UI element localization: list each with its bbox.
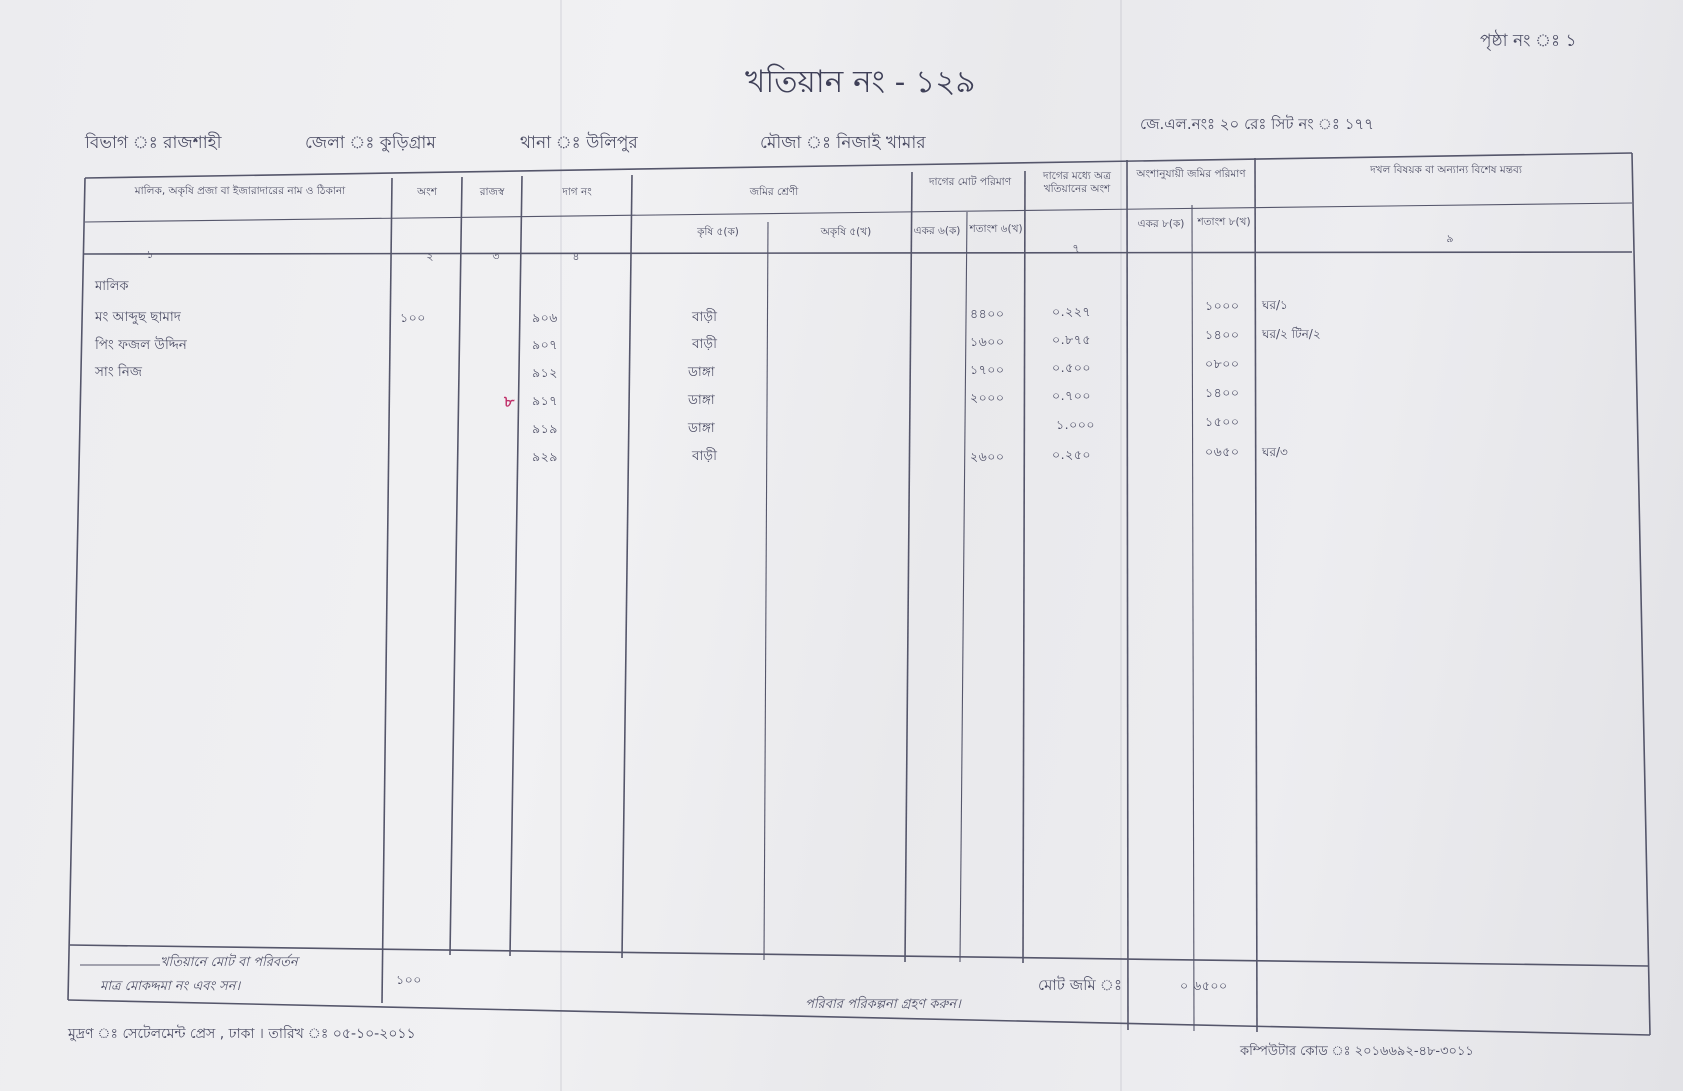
owner-label: মালিক [95, 279, 129, 294]
owner-address: সাং নিজ [95, 364, 142, 380]
header-owner: মালিক, অকৃষি প্রজা বা ইজারাদারের নাম ও ঠিকানা [134, 185, 346, 197]
dag-area: ২০০০ [970, 390, 1005, 405]
owner-name: মং আব্দুছ ছামাদ [95, 309, 181, 325]
page-number: পৃষ্ঠা নং ঃ ১ [1480, 31, 1577, 51]
header-dag-no: দাগ নং [562, 186, 592, 198]
total-share: ১০০ [396, 972, 422, 987]
column-number: ৭ [1072, 242, 1080, 255]
land-class: ডাঙ্গা [688, 364, 715, 380]
header-decimal-8: শতাংশ ৮(খ) [1197, 216, 1251, 228]
land-class: বাড়ী [692, 336, 717, 352]
khatian-title: খতিয়ান নং - ১২৯ [745, 64, 976, 100]
header-share: অংশ [417, 186, 437, 198]
khatian-area: ১০০০ [1205, 298, 1240, 313]
remark: ঘর/২ টিন/২ [1262, 327, 1321, 341]
header-decimal-6: শতাংশ ৬(খ) [969, 223, 1023, 235]
mouza: মৌজা ঃ নিজাই খামার [760, 133, 926, 153]
header-remarks: দখল বিষয়ক বা অন্যান্য বিশেষ মন্তব্য [1370, 164, 1522, 176]
dag-no: ৯১৯ [532, 421, 558, 436]
land-class: ডাঙ্গা [688, 392, 715, 408]
column-number: ২ [426, 250, 434, 263]
district: জেলা ঃ কুড়িগ্রাম [305, 133, 436, 153]
khatian-area: ১৫০০ [1205, 414, 1240, 429]
dag-area: ১৬০০ [970, 334, 1005, 349]
share-area: ০.৮৭৫ [1052, 332, 1091, 347]
family-planning-note: পরিবার পরিকল্পনা গ্রহণ করুন। [805, 997, 961, 1012]
header-land-area: দাগের মোট পরিমাণ [928, 176, 1012, 188]
share-area: ০.৭০০ [1052, 388, 1091, 403]
header-revenue: রাজস্ব [479, 186, 505, 198]
share-area: ০.২৫০ [1052, 447, 1091, 462]
computer-code: কম্পিউটার কোড ঃ ২০১৬৬৯২-৪৮-৩০১১ [1240, 1044, 1474, 1059]
header-share-area: দাগের মধ্যে অত্র খতিয়ানের অংশ [1043, 170, 1111, 195]
dag-area: ২৬০০ [970, 449, 1005, 464]
press-info: মুদ্রণ ঃ সেটেলমেন্ট প্রেস , ঢাকা । তারিখ ঃ ০৫-১০-২০১১ [68, 1026, 416, 1042]
land-class: বাড়ী [692, 309, 717, 325]
total-land-value: ০ ৬৫০০ [1180, 978, 1228, 993]
total-land-label: মোট জমি ঃ [1038, 976, 1122, 994]
handwritten-mark: ৮ [504, 392, 515, 411]
land-class: ডাঙ্গা [688, 420, 715, 436]
remark: ঘর/৩ [1262, 445, 1288, 459]
column-number: ৩ [492, 250, 500, 263]
dag-no: ৯১৭ [532, 393, 558, 408]
khatian-area: ১৪০০ [1205, 327, 1240, 342]
footer-note-line1: খতিয়ানে মোট বা পরিবর্তন [160, 955, 298, 970]
column-number: ৯ [1446, 232, 1454, 245]
thana: থানা ঃ উলিপুর [520, 133, 638, 153]
khatian-area: ০৬৫০ [1205, 444, 1240, 459]
dag-no: ৯০৭ [532, 337, 558, 352]
footer-note-line2: মাত্র মোকদ্দমা নং এবং সন। [100, 979, 241, 994]
share-area: ০.২২৭ [1052, 304, 1091, 319]
dag-area: ১৭০০ [970, 362, 1005, 377]
header-agri: কৃষি ৫(ক) [697, 226, 739, 238]
header-non-agri: অকৃষি ৫(খ) [820, 226, 872, 238]
dag-area: ৪৪০০ [970, 306, 1005, 321]
column-number: ১ [146, 248, 154, 261]
share-area: ১.০০০ [1056, 417, 1095, 432]
khatian-area: ১৪০০ [1205, 385, 1240, 400]
share-area: ০.৫০০ [1052, 360, 1091, 375]
khatian-area: ০৮০০ [1205, 356, 1240, 371]
land-class: বাড়ী [692, 448, 717, 464]
header-khatian-area: অংশানুযায়ী জমির পরিমাণ [1136, 168, 1246, 180]
dag-no: ৯০৬ [532, 310, 558, 325]
header-land-class: জমির শ্রেণী [749, 186, 799, 198]
survey-info: জে.এল.নংঃ ২০ রেঃ সিট নং ঃ ১৭৭ [1140, 115, 1374, 133]
share-value: ১০০ [400, 310, 426, 325]
owner-father: পিং ফজল উদ্দিন [95, 337, 187, 353]
remark: ঘর/১ [1262, 298, 1288, 312]
dag-no: ৯১২ [532, 365, 558, 380]
column-number: ৪ [572, 250, 580, 263]
dag-no: ৯২৯ [532, 449, 558, 464]
header-acre-8: একর ৮(ক) [1137, 218, 1185, 230]
division: বিভাগ ঃ রাজশাহী [85, 133, 222, 153]
header-acre-6: একর ৬(ক) [913, 225, 961, 237]
